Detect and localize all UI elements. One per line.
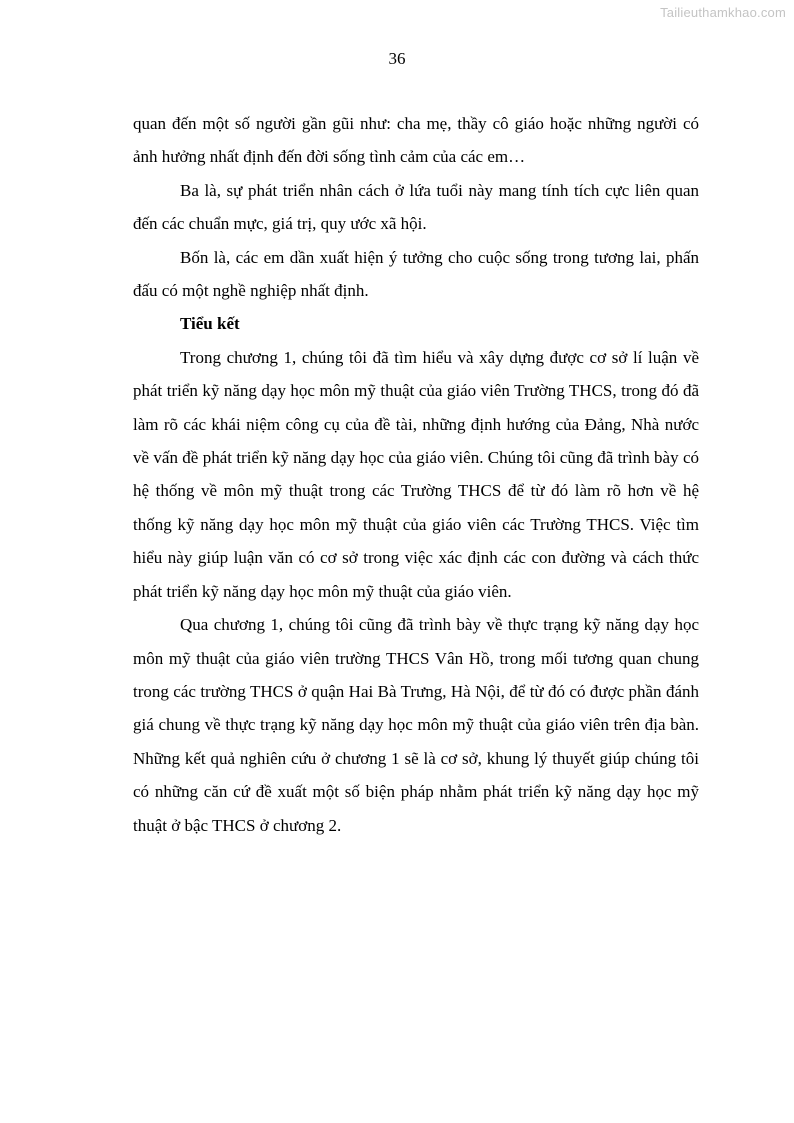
- paragraph-summary-two: Qua chương 1, chúng tôi cũng đã trình bày về thực trạng kỹ năng dạy học môn mỹ thuật của giáo viên trường THCS Vân Hồ, trong mối tương quan chung trong các trường THCS ở quận Hai Bà Trưng, Hà Nội, để từ đó có được phần đánh giá chung về thực trạng kỹ năng dạy học môn mỹ thuật của giáo viên trên địa bàn. Những kết quả nghiên cứu ở chương 1 sẽ là cơ sở, khung lý thuyết giúp chúng tôi có những căn cứ đề xuất một số biện pháp nhằm phát triển kỹ năng dạy học mỹ thuật ở bậc THCS ở chương 2.: [133, 615, 699, 835]
- paragraph-summary-one: Trong chương 1, chúng tôi đã tìm hiểu và xây dựng được cơ sở lí luận về phát triển kỹ năng dạy học môn mỹ thuật của giáo viên Trường THCS, trong đó đã làm rõ các khái niệm công cụ của đề tài, những định hướng của Đảng, Nhà nước về vấn đề phát triển kỹ năng dạy học của giáo viên. Chúng tôi cũng đã trình bày có hệ thống về môn mỹ thuật trong các Trường THCS để từ đó làm rõ hơn về hệ thống kỹ năng dạy học môn mỹ thuật của giáo viên các Trường THCS. Việc tìm hiểu này giúp luận văn có cơ sở trong việc xác định các con đường và cách thức phát triển kỹ năng dạy học môn mỹ thuật của giáo viên.: [133, 347, 699, 601]
- page-number: 36: [388, 49, 406, 68]
- paragraph-continuation: quan đến một số người gần gũi như: cha mẹ, thầy cô giáo hoặc những người có ảnh hưởng nhất định đến đời sống tình cảm của các em…: [133, 114, 699, 167]
- paragraph-point-three: Ba là, sự phát triển nhân cách ở lứa tuổi này mang tính tích cực liên quan đến các chuẩn mực, giá trị, quy ước xã hội.: [133, 180, 699, 234]
- document-body: [133, 107, 699, 842]
- watermark: Tailieuthamkhao.com: [660, 5, 786, 20]
- paragraph-point-four: Bốn là, các em dần xuất hiện ý tưởng cho cuộc sống trong tương lai, phấn đấu có một nghề nghiệp nhất định.: [133, 247, 699, 301]
- section-heading: Tiểu kết: [180, 314, 240, 334]
